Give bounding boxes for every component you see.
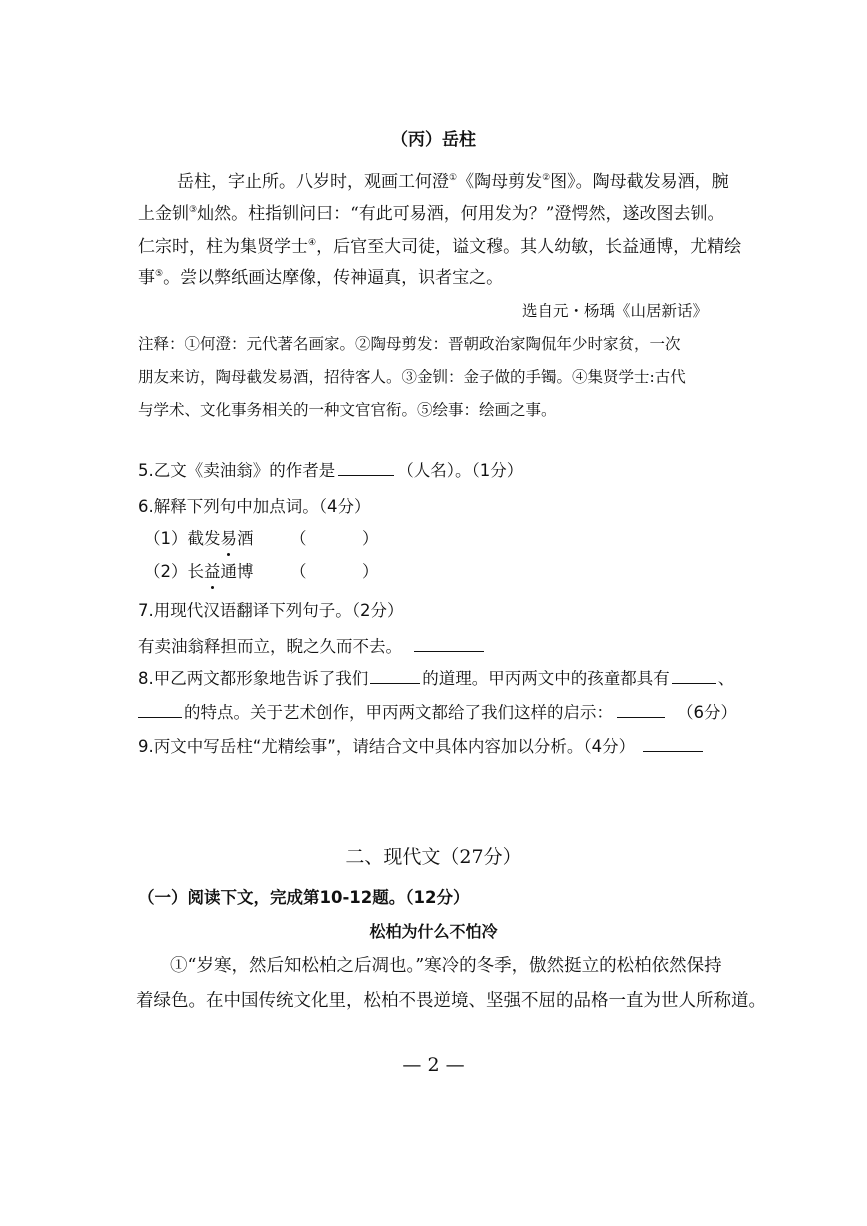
notes-line-2: 朋友来访，陶母截发易酒，招待客人。③金钏：金子做的手镯。④集贤学士:古代 [138,368,686,386]
answer-blank-q8-1[interactable] [370,667,420,684]
answer-blank-q8-3[interactable] [138,701,182,718]
answer-paren-open-2[interactable]: （ [290,562,307,581]
passage-source: 选自元・杨瑀《山居新话》 [522,302,709,320]
passage-line-2: 上金钏③灿然。柱指钏问曰：“有此可易酒，何用发为？”澄愕然，遂改图去钏。 [138,204,725,224]
essay-title: 松柏为什么不怕冷 [369,922,498,941]
question-7: 7.用现代汉语翻译下列句子。（2分） [138,601,404,620]
question-9: 9.丙文中写岳柱“尤精绘事”，请结合文中具体内容加以分析。（4分） [138,735,703,758]
essay-line-2: 着绿色。在中国传统文化里，松柏不畏逆境、坚强不屈的品格一直为世人所称道。 [136,991,766,1011]
section-title-modern: 二、现代文（27分） [345,846,522,868]
page-number: — 2 — [402,1054,465,1076]
question-6: 6.解释下列句中加点词。（4分） [138,497,371,516]
question-8-line-1: 8.甲乙两文都形象地告诉了我们 的道理。甲丙两文中的孩童都具有 、 [138,669,735,688]
answer-blank-q8-2[interactable] [672,667,716,684]
question-6-item-2: （2）长益通博 [144,562,254,581]
answer-blank-q9[interactable] [643,735,703,752]
question-6-item-1: （1）截发易酒 [144,529,254,548]
answer-blank-q5[interactable] [338,459,394,476]
answer-blank-q7[interactable] [414,635,484,652]
answer-paren-open-1[interactable]: （ [290,529,307,548]
answer-paren-close-2: ） [362,562,379,581]
question-7-sentence: 有卖油翁释担而立，睨之久而不去。 [138,635,484,658]
essay-line-1: ①“岁寒，然后知松柏之后凋也。”寒冷的冬季，傲然挺立的松柏依然保持 [170,956,722,976]
notes-line-3: 与学术、文化事务相关的一种文官官衔。⑤绘事：绘画之事。 [138,401,557,419]
notes-line-1: 注释：①何澄：元代著名画家。②陶母剪发：晋朝政治家陶侃年少时家贫，一次 [138,335,681,353]
passage-line-3: 仁宗时，柱为集贤学士④，后官至大司徒，谥文穆。其人幼敏，长益通博，尤精绘 [138,237,742,257]
question-5: 5.乙文《卖油翁》的作者是 （人名）。（1分） [138,461,524,480]
passage-line-1: 岳柱，字止所。八岁时，观画工何澄①《陶母剪发②图》。陶母截发易酒，腕 [177,172,729,192]
question-8-line-2: 的特点。关于艺术创作，甲丙两文都给了我们这样的启示： （6分） [138,701,737,724]
answer-paren-close-1: ） [362,529,379,548]
answer-blank-q8-4[interactable] [617,701,665,718]
subsection-title: （一）阅读下文，完成第10-12题。（12分） [138,888,470,907]
section-title-bing: （丙）岳柱 [391,130,476,150]
passage-line-4: 事⑤。尝以弊纸画达摩像，传神逼真，识者宝之。 [138,268,504,288]
